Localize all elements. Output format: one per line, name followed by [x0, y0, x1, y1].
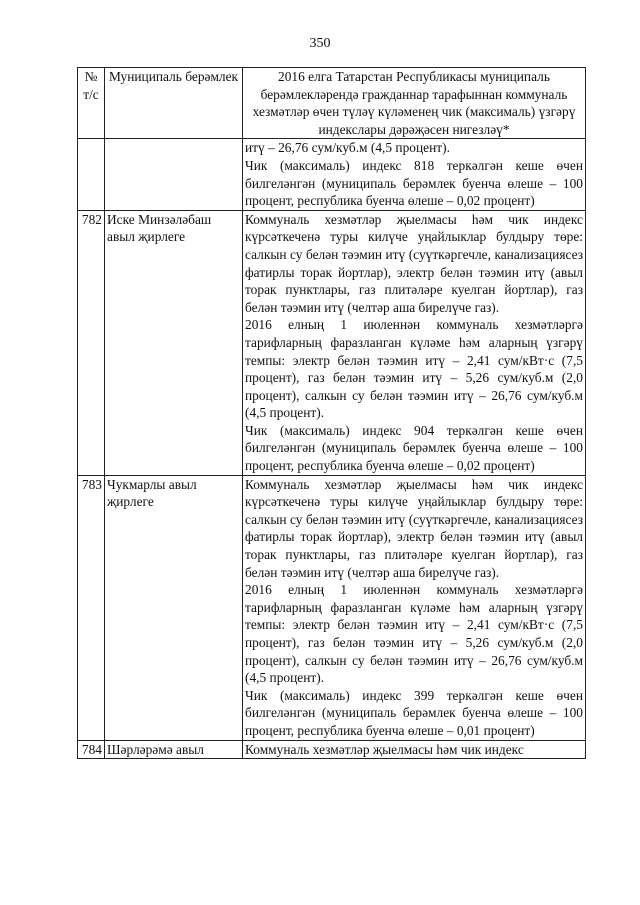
- row-num: 783: [78, 475, 105, 740]
- description-paragraph: 2016 елның 1 июленнән коммуналь хезмәтләргә тарифларның фаразланган күләме һәм аларның үзгәрү темпы: электр белән тәэмин итү – 2,41 сум/кВт·с (7,5 процент), газ белән тәэмин итү – 5,26 сум/куб.м (2,0 процент), салкын су белән тәэмин итү – 26,76 сум/куб.м (4,5 процент).: [245, 582, 583, 686]
- row-municipality: Иске Минзәләбаш авыл җирлеге: [105, 210, 243, 475]
- table-row-continuation: [78, 139, 586, 210]
- description-paragraph: 2016 елның 1 июленнән коммуналь хезмәтләргә тарифларның фаразланган күләме һәм аларның үзгәрү темпы: электр белән тәэмин итү – 2,41 сум/кВт·с (7,5 процент), газ белән тәэмин итү – 5,26 сум/куб.м (2,0 процент), салкын су белән тәэмин итү – 26,76 сум/куб.м (4,5 процент).: [245, 317, 583, 421]
- description-paragraph: итү – 26,76 сум/куб.м (4,5 процент).: [245, 140, 450, 156]
- description-paragraph: Коммуналь хезмәтләр җыелмасы һәм чик индекс күрсәткеченә туры килүче уңайлыклар булдыру төре: салкын су белән тәэмин итү (суүткәргечле, канализациясез фатирлы торак йортлар), электр белән тәэмин итү (авыл торак пунктлары, газ плитәләре куелган йортлар), газ белән тәэмин итү (челтәр аша бирелүче газ).: [245, 476, 583, 580]
- table-row: [78, 740, 586, 759]
- row-description: [243, 475, 586, 740]
- table-row: [78, 210, 586, 475]
- description-paragraph: Чик (максималь) индекс 818 теркәлгән кеше өчен билгеләнгән (муниципаль берәмлек буенча өлеше – 100 процент, республика буенча өлеше – 0,02 процент): [245, 157, 583, 209]
- row-num: 782: [78, 210, 105, 475]
- row-municipality: Чукмарлы авыл җирлеге: [105, 475, 243, 740]
- description-paragraph: Чик (максималь) индекс 904 теркәлгән кеше өчен билгеләнгән (муниципаль берәмлек буенча өлеше – 100 процент, республика буенча өлеше – 0,02 процент): [245, 422, 583, 474]
- index-table: [77, 67, 586, 759]
- header-num: № т/с: [78, 68, 105, 139]
- row-description: [243, 740, 586, 759]
- header-description: 2016 елга Татарстан Республикасы муниципаль берәмлекләрендә гражданнар тарафыннан коммуналь хезмәтләр өчен түләү күләменең чик (максималь) үзгәрү индекслары дәрәҗәсен нигезләү*: [243, 68, 586, 139]
- continuation-name: [105, 139, 243, 210]
- row-description: [243, 210, 586, 475]
- continuation-num: [78, 139, 105, 210]
- header-municipality: Муниципаль берәмлек: [105, 68, 243, 139]
- description-paragraph: Чик (максималь) индекс 399 теркәлгән кеше өчен билгеләнгән (муниципаль берәмлек буенча өлеше – 100 процент, республика буенча өлеше – 0,01 процент): [245, 687, 583, 738]
- row-municipality: [105, 740, 243, 759]
- continuation-description: [243, 139, 586, 210]
- table-header-row: [78, 68, 586, 139]
- page-number: 350: [309, 36, 331, 51]
- table-row: [78, 475, 586, 740]
- row-num: 784: [78, 740, 105, 759]
- description-paragraph: Коммуналь хезмәтләр җыелмасы һәм чик индекс: [245, 741, 524, 757]
- description-paragraph: Коммуналь хезмәтләр җыелмасы һәм чик индекс күрсәткеченә туры килүче уңайлыклар булдыру төре: салкын су белән тәэмин итү (суүткәргечле, канализациясез фатирлы торак йортлар), электр белән тәэмин итү (авыл торак пунктлары, газ плитәләре куелган йортлар), газ белән тәэмин итү (челтәр аша бирелүче газ).: [245, 211, 583, 315]
- row-municipality-text: Шәрләрәмә авыл: [107, 741, 204, 757]
